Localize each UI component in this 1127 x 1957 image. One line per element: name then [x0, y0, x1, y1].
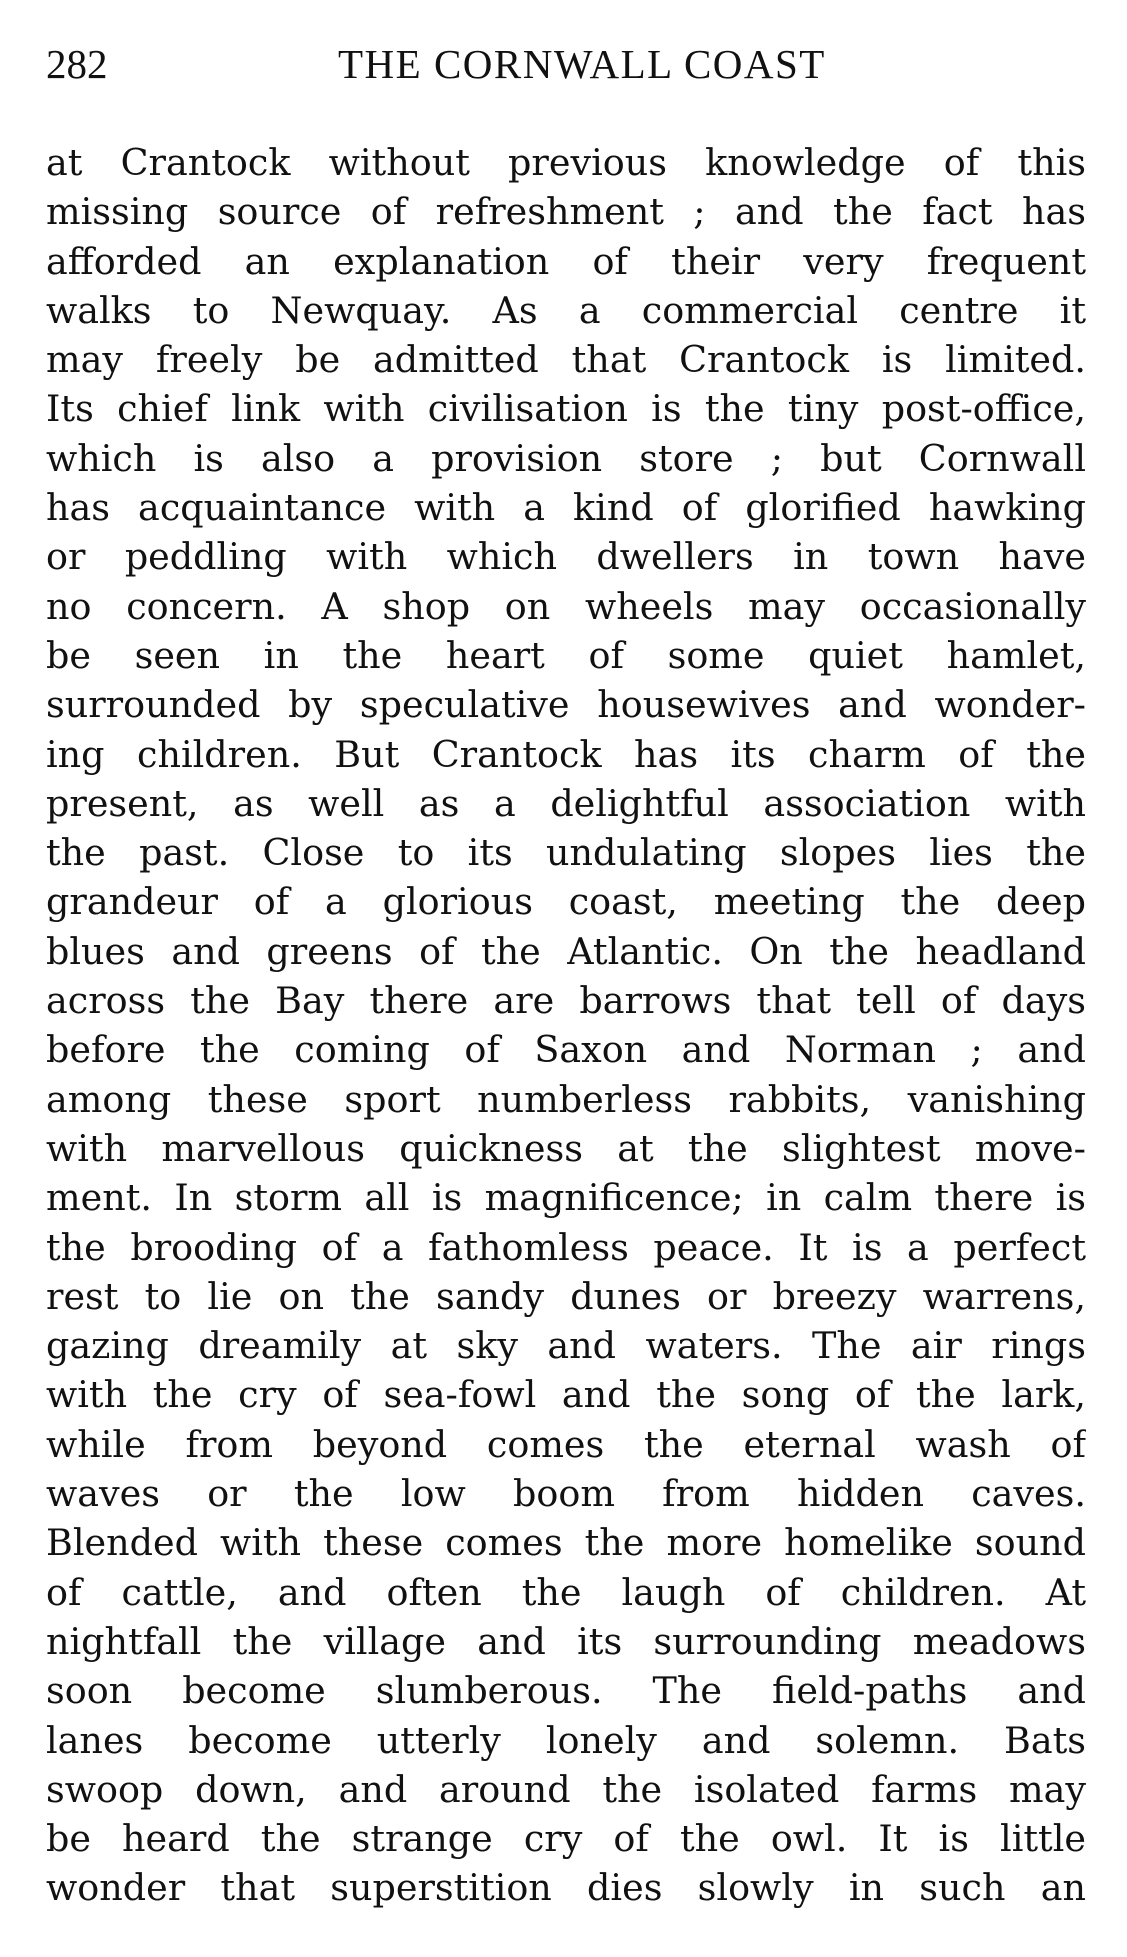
- text-line: no concern. A shop on wheels may occasionally: [46, 584, 1086, 628]
- text-line: across the Bay there are barrows that tell of days: [46, 979, 1086, 1023]
- text-line: before the coming of Saxon and Norman ; and: [46, 1028, 1086, 1072]
- text-line: of cattle, and often the laugh of children. At: [46, 1570, 1086, 1614]
- text-line: blues and greens of the Atlantic. On the headland: [46, 929, 1086, 973]
- text-line: ing children. But Crantock has its charm of the: [46, 732, 1086, 776]
- text-line: the brooding of a fathomless peace. It is a perfect: [46, 1225, 1086, 1269]
- text-line: walks to Newquay. As a commercial centre it: [46, 288, 1086, 332]
- text-line: at Crantock without previous knowledge of this: [46, 141, 1086, 184]
- text-line: or peddling with which dwellers in town have: [46, 535, 1086, 579]
- text-line: Its chief link with civilisation is the tiny post-office,: [46, 387, 1086, 431]
- text-line: grandeur of a glorious coast, meeting the deep: [46, 880, 1086, 924]
- text-line: waves or the low boom from hidden caves.: [46, 1472, 1086, 1516]
- text-line: present, as well as a delightful association with: [46, 781, 1086, 825]
- text-line: wonder that superstition dies slowly in such an: [46, 1866, 1086, 1910]
- text-line: has acquaintance with a kind of glorified hawking: [46, 486, 1086, 530]
- text-line: be heard the strange cry of the owl. It is little: [46, 1817, 1086, 1861]
- text-line: may freely be admitted that Crantock is limited.: [46, 338, 1086, 382]
- page-number: 282: [46, 41, 108, 87]
- text-line: soon become slumberous. The field-paths and: [46, 1669, 1086, 1713]
- text-line: among these sport numberless rabbits, vanishing: [46, 1077, 1086, 1121]
- text-line: gazing dreamily at sky and waters. The air rings: [46, 1324, 1086, 1368]
- text-line: the past. Close to its undulating slopes lies the: [46, 831, 1086, 875]
- text-line: with marvellous quickness at the slightest move-: [46, 1126, 1086, 1170]
- text-line: surrounded by speculative housewives and wonder-: [46, 683, 1086, 727]
- text-line: which is also a provision store ; but Cornwall: [46, 436, 1086, 480]
- text-line: Blended with these comes the more homelike sound: [46, 1521, 1086, 1565]
- body-paragraph: [46, 138, 1086, 1913]
- text-line: lanes become utterly lonely and solemn. Bats: [46, 1718, 1086, 1762]
- running-title: THE CORNWALL COAST: [338, 41, 826, 87]
- text-line: missing source of refreshment ; and the fact has: [46, 190, 1086, 234]
- text-line: swoop down, and around the isolated farms may: [46, 1767, 1086, 1811]
- text-line: rest to lie on the sandy dunes or breezy warrens,: [46, 1274, 1086, 1318]
- running-head: [38, 38, 1078, 90]
- text-line: nightfall the village and its surrounding meadows: [46, 1619, 1086, 1663]
- text-line: be seen in the heart of some quiet hamlet,: [46, 633, 1086, 677]
- text-line: with the cry of sea-fowl and the song of the lark,: [46, 1373, 1086, 1417]
- text-line: afforded an explanation of their very frequent: [46, 239, 1086, 283]
- text-line: while from beyond comes the eternal wash of: [46, 1422, 1086, 1466]
- text-line: ment. In storm all is magnificence; in calm there is: [46, 1176, 1086, 1220]
